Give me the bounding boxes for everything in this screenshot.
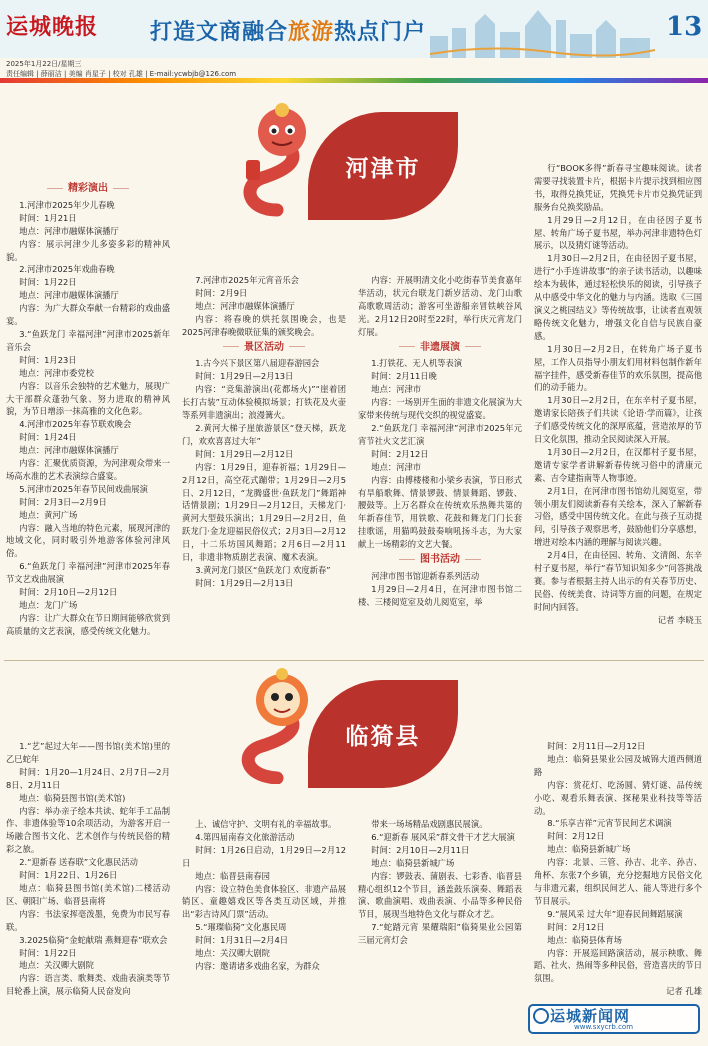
article-paragraph: 时间：1月22日 xyxy=(19,947,77,958)
article-paragraph: 内容：汇聚优质资源，为河津观众带来一场高水准的艺术表演综合盛宴。 xyxy=(6,458,170,481)
article-paragraph: 地点：河津市 xyxy=(371,461,422,472)
article-paragraph: 1月30日—2月2日，在东辛村子夏书屋，邀请家长陪孩子们共读《论语·学而篇》，让孩子们感受传统文化的深厚底蕴，营造浓厚的节日文化氛围，推动全民阅读深入开展。 xyxy=(534,395,702,445)
article-paragraph: 内容：由傅楼楼和小梁乡表演，节日形式有旱船歌舞、情景锣鼓、情景舞蹈、锣鼓、腰鼓等。上万名群众在传统欢乐热舞共第的年新春佳节，用铁歌、花鼓和舞龙门门长套挂歌谣，用猫鸣鼓鼓奏响吼扬斗志，为大家献上一场精彩的文艺大餐。 xyxy=(358,474,522,550)
article-paragraph: 地点：临猗县新城广场 xyxy=(547,844,631,855)
reporter-byline: 记者 李晓玉 xyxy=(657,614,702,625)
article-paragraph: 时间：2月9日 xyxy=(195,287,248,298)
article-paragraph: 时间：1月29日—2月13日 xyxy=(195,371,294,382)
article-paragraph: 1月29日—2月4日，在河津市图书馆二楼、三楼阅览室及幼儿阅览室，举 xyxy=(358,583,522,607)
issue-date: 2025年1月22日/星期三 xyxy=(6,60,82,68)
article-paragraph: 3.黄河龙门景区“鱼跃龙门 欢度新春” xyxy=(195,564,331,575)
article-paragraph: 内容：锣鼓表、蒲剧表、七彩香、临晋县精心组织12个节目，涵盖鼓乐演奏、舞蹈表演、歌曲演唱、戏曲表演、小品等多种民俗节目，展现当地特色文化与群众才艺。 xyxy=(358,870,522,920)
article-paragraph: 1月30日—2月2日，在转角广场子夏书屋，工作人员指导小朋友们用材料包制作新年福字挂件，感受新春佳节的欢乐氛围，提高他们的动手能力。 xyxy=(534,343,702,393)
article-paragraph: 地点：黄河广场 xyxy=(19,509,78,520)
article-paragraph: 2月4日，在由径园、转角、文清阁、东辛村子夏书屋，举行“春节知识知多少”问答挑战赛。参与者根据主持人出示的有关春节历史、民俗、传统美食、诗词等方面的问题，在规定时间内回答。 xyxy=(534,550,702,612)
watermark-url: www.sxycrb.com xyxy=(574,1023,634,1031)
article-paragraph: 内容：开展明清文化小吃街春节美食嘉年华活动，状元台联龙门新岁活动、龙门山歌高歌歌周活动；游客可坐游船亲冒铁峡谷风光。2月12日20时至22时，举行庆元宵龙门灯展。 xyxy=(358,275,522,337)
linyi-column-1 xyxy=(6,740,170,998)
linyi-column-3 xyxy=(358,818,522,947)
article-paragraph: 内容：1月29日，迎春祈福；1月29日—2月12日，高空花式蹦带；1月29日—2月5日、2月12日，“龙腾盛世·鱼跃龙门”舞蹈神话情景剧；1月29日—2月12日，天梯龙门·黄河大型鼓乐演出；1月29日—2月2日，鱼跃龙门·金龙迎福民俗仪式；2月3日—2月12日，十二乐坊国风舞蹈；2月6日—2月11日，非遗非物质剧艺表演、魔术表演。 xyxy=(182,461,346,563)
article-paragraph: 时间：1月29日—2月13日 xyxy=(195,577,294,588)
article-paragraph: 5.“璀璨临猗”文化惠民周 xyxy=(195,922,287,933)
article-paragraph: 7.河津市2025年元宵音乐会 xyxy=(195,275,299,285)
hejin-banner-title: 河津市 xyxy=(345,154,421,182)
article-paragraph: 内容：“竞集游演出(花都场火)”“崖着团长打古装”互动体验模拟场景；打铁花及火壶等系列非遗演出；浪漫篝火。 xyxy=(182,384,346,421)
article-paragraph: 内容：开展巡回路演活动，展示秧歌、舞蹈、社火、热闹等多种民俗，营造喜庆的节日氛围。 xyxy=(534,947,702,984)
article-paragraph: 地点：临猗县体育场 xyxy=(547,934,622,945)
article-paragraph: 3.“鱼跃龙门 幸福河津”河津市2025新年音乐会 xyxy=(6,328,170,352)
hejin-banner xyxy=(308,112,458,220)
article-paragraph: 2.河津市2025年戏曲春晚 xyxy=(19,264,115,275)
article-paragraph: 时间：2月11日—2月12日 xyxy=(547,741,646,751)
article-paragraph: 时间：2月11日晚 xyxy=(371,371,437,382)
article-paragraph: 内容：一场别开生面的非遗文化展演为大家带来传统与现代交织的视觉盛宴。 xyxy=(358,397,522,421)
article-paragraph: 时间：1月31日—2月4日 xyxy=(195,935,289,946)
article-paragraph: 地点：河津市融媒体演播厅 xyxy=(19,225,119,236)
slogan-highlight: 旅游 xyxy=(288,19,335,45)
article-paragraph: 内容：举办亲子绘本共读、蛇年手工品制作、非遗体验等10余项活动，为游客开启一场融合图书文化、艺术创作与传统民俗的精彩之旅。 xyxy=(6,805,170,855)
article-paragraph: 9.“展风采 过大年”迎春民间舞蹈展演 xyxy=(547,908,683,919)
article-paragraph: 2.“迎新春 送春联”文化惠民活动 xyxy=(19,857,138,868)
article-paragraph: 内容：将春晚的烘托氛围晚会，也是2025河津春晚微联征集的颁奖晚会。 xyxy=(182,313,346,337)
article-paragraph: 时间：1月22日 xyxy=(19,277,77,288)
article-paragraph: 内容：为广大群众奉献一台精彩的戏曲盛宴。 xyxy=(6,303,170,327)
article-paragraph: 内容：展示河津少儿多姿多彩的精神风貌。 xyxy=(6,238,170,262)
rainbow-divider xyxy=(0,78,708,83)
article-paragraph: 内容：融入当地的特色元素，展现河津的地域文化，同时吸引外地游客体验河津风俗。 xyxy=(6,522,170,559)
article-paragraph: 地点：临猗县图书馆(美术馆)二楼活动区、朝阳广场、临晋县南将 xyxy=(6,882,170,906)
section-divider xyxy=(4,660,704,661)
article-paragraph: 地点：河津市融媒体演播厅 xyxy=(19,445,119,456)
article-paragraph: 地点：临晋县南春园 xyxy=(195,870,270,881)
article-paragraph: 6.“鱼跃龙门 幸福河津”河津市2025年春节文艺戏曲展演 xyxy=(6,561,170,585)
article-paragraph: 2.黄河大梯子崖旅游景区“登天梯，跃龙门，欢欢喜喜过大年” xyxy=(182,422,346,446)
article-paragraph: 地点：河津市融媒体演播厅 xyxy=(19,290,119,301)
article-paragraph: 时间：1月29日—2月12日 xyxy=(195,448,294,459)
article-paragraph: 4.第四届南春文化旅游活动 xyxy=(195,831,295,842)
section-heading: 精彩演出 xyxy=(6,183,170,196)
slogan-part-a: 打造文商融合 xyxy=(150,19,289,45)
hejin-column-1 xyxy=(6,180,170,638)
article-paragraph: 时间：2月3日—2月9日 xyxy=(19,496,107,507)
article-paragraph: 2.“鱼跃龙门 幸福河津”河津市2025年元宵节社火文艺汇演 xyxy=(358,422,522,446)
linyi-banner-title: 临猗县 xyxy=(345,722,421,750)
article-paragraph: 内容：邀请诸多戏曲名家，为群众 xyxy=(195,960,320,971)
page-slogan xyxy=(150,15,426,46)
article-paragraph: 内容：以音乐会独特的艺术魅力，展现广大干部群众蓬勃气象、努力进取的精神风貌，为节日增添一抹高雅的文化色彩。 xyxy=(6,380,170,417)
article-paragraph: 1月30日—2月2日，在汉都村子夏书屋，邀请专家学者讲解新春传统习俗中的清康元素、吉令建指南等人物事迹。 xyxy=(534,446,702,483)
article-paragraph: 1月29日—2月12日，在由径因子夏书屋、转角广场子夏书屋，举办河津非遗特色灯展示，以及猜灯谜等活动。 xyxy=(534,214,702,251)
linyi-column-2 xyxy=(182,818,346,973)
article-paragraph: 内容：语言类、歌舞类、戏曲表演类等节目轮番上演，展示临猗人民奋发向 xyxy=(6,973,170,997)
article-paragraph: 1月30日—2月2日，在由径因子夏书屋，进行“小手连讲故事”的亲子读书活动，以趣味绘本为载体，通过轻松快乐的阅读，引导孩子从中感受中华文化的魅力与内涵。选取《三国演义之桃园结义》等传统故事，让读者直观领略传统文化魅力，增强文化自信与民族自豪感。 xyxy=(534,253,702,341)
globe-icon xyxy=(533,1008,549,1024)
article-paragraph: 上、诚信守护、文明有礼的幸福故事。 xyxy=(195,819,337,829)
article-paragraph: 1.打铁花、无人机等表演 xyxy=(371,358,463,369)
article-paragraph: 1.“艺”起过大年——图书馆(美术馆)里的乙巳蛇年 xyxy=(6,741,170,764)
article-paragraph: 内容：赏花灯、吃汤圆、猜灯谜、品传统小吃、观看乐舞表演、探秘果业科技等等活动。 xyxy=(534,779,702,816)
article-paragraph: 时间：1月23日 xyxy=(19,354,77,365)
linyi-banner xyxy=(308,680,458,788)
article-paragraph: 8.“乐享吉祥”元宵节民间艺术调演 xyxy=(547,818,672,829)
hejin-column-2 xyxy=(182,274,346,590)
article-paragraph: 6.“迎新春 展风采”群文骨干才艺大展演 xyxy=(371,831,515,842)
article-paragraph: 1.河津市2025年少儿春晚 xyxy=(19,199,115,210)
article-paragraph: 时间：2月12日 xyxy=(547,831,605,842)
article-paragraph: 2月1日，在河津市图书馆幼儿阅览室，带领小朋友们阅读新春有关绘本，深入了解新春习俗，感受中国传统文化。在此与孩子互动提问，引导孩子观察思考，鼓励他们分享感想，增进对绘本内涵的理解与阅读兴趣。 xyxy=(534,485,702,548)
city-skyline-illustration xyxy=(430,6,655,58)
article-paragraph: 4.河津市2025年春节联欢晚会 xyxy=(19,419,132,430)
article-paragraph: 内容：让广大群众在节日期间能够欣赏到高质量的文艺表演，感受传统文化魅力。 xyxy=(6,612,170,636)
article-paragraph: 地点：河津市委党校 xyxy=(19,367,94,378)
page-number: 13 xyxy=(666,12,703,42)
article-paragraph: 1.古今兴下景区第八届迎春游园会 xyxy=(195,358,320,369)
article-paragraph: 内容：书法家挥毫泼墨，免费为市民写春联。 xyxy=(6,908,170,932)
article-paragraph: 7.“蛇踏元宵 果耀瑞阳”临猗果业公园第三届元宵灯会 xyxy=(358,922,522,946)
article-paragraph: 时间：2月10日—2月11日 xyxy=(371,844,470,855)
article-paragraph: 地点：临猗县果业公园及城锦大道西侧道路 xyxy=(534,753,702,777)
newspaper-logo: 运城晚报 xyxy=(6,14,99,40)
watermark-title: 运城新闻网 xyxy=(550,1007,631,1025)
hejin-column-3 xyxy=(358,274,522,609)
article-paragraph: 3.2025临猗“金蛇献瑞 燕舞迎春”联欢会 xyxy=(19,934,168,945)
slogan-part-c: 热点门户 xyxy=(334,19,427,45)
article-paragraph: 内容：设立特色美食体验区、非遗产品展销区、童趣嬉戏区等各类互动区域，并推出“彩吉诗风门票”活动。 xyxy=(182,883,346,920)
section-heading: 景区活动 xyxy=(182,342,346,355)
article-paragraph: 地点：龙门广场 xyxy=(19,600,78,610)
article-paragraph: 行“BOOK多得”新春寻宝趣味阅读。读者需要寻找装置卡片，根据卡片提示找到相应图书，取得兑换凭证，凭换凭卡片市兑换凭证到服务台兑换奖励品。 xyxy=(534,163,702,212)
article-paragraph: 地点：河津市融媒体演播厅 xyxy=(195,300,295,311)
article-paragraph: 时间：1月26日启动，1月29日—2月12日 xyxy=(182,844,346,868)
article-paragraph: 内容：北景、三管、孙吉、北辛、孙吉、角杯、东张7个乡镇，充分挖掘地方民俗文化与非遗元素，组织民间艺人、能人等进行多个节目展示。 xyxy=(534,857,702,906)
article-paragraph: 时间：2月12日 xyxy=(547,921,605,932)
article-paragraph: 时间：1月22日、1月26日 xyxy=(19,870,118,881)
article-paragraph: 地点：关汉卿大剧院 xyxy=(19,960,94,971)
editor-credits: 责任编辑 | 薛丽洁 | 美编 肖星子 | 校对 孔雄 | E-mail:ycwbjb@126.com xyxy=(6,70,237,78)
article-paragraph: 时间：1月20—1月24日、2月7日—2月8日、2月11日 xyxy=(6,766,170,790)
article-paragraph: 时间：2月12日 xyxy=(371,448,429,459)
article-paragraph: 时间：1月21日 xyxy=(19,212,77,223)
section-heading: 非遗展演 xyxy=(358,342,522,355)
article-paragraph: 河津市图书馆迎新春系列活动 xyxy=(371,570,480,581)
article-paragraph: 5.河津市2025年春节民间戏曲展演 xyxy=(19,483,148,494)
reporter-byline: 记者 孔雄 xyxy=(666,986,702,997)
article-paragraph: 时间：2月10日—2月12日 xyxy=(19,587,118,598)
article-paragraph: 地点：临猗县新城广场 xyxy=(371,857,455,868)
article-paragraph: 地点：关汉卿大剧院 xyxy=(195,948,270,959)
section-heading: 图书活动 xyxy=(358,554,522,567)
article-paragraph: 带来一场场精品戏剧惠民展演。 xyxy=(371,819,488,829)
article-paragraph: 地点：临猗县图书馆(美术馆) xyxy=(19,792,126,803)
linyi-column-4 xyxy=(534,740,702,998)
article-paragraph: 时间：1月24日 xyxy=(19,432,77,443)
hejin-column-4 xyxy=(534,162,702,627)
article-paragraph: 地点：河津市 xyxy=(371,384,422,395)
